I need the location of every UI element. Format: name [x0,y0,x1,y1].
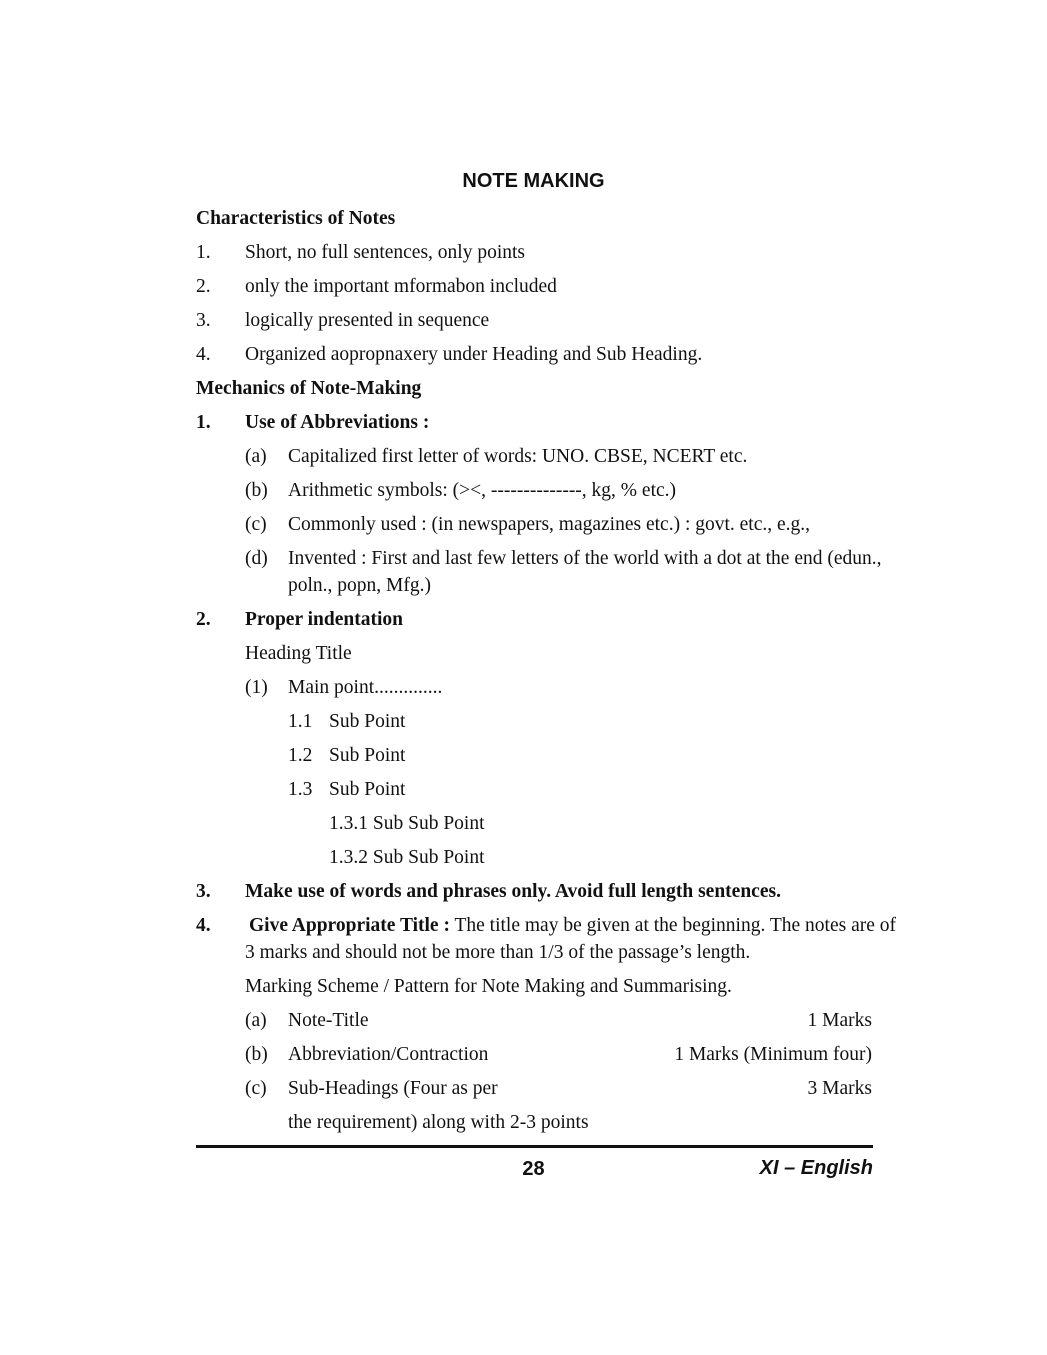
sub-point-number: 1.3 [288,779,313,800]
item-label: (a) [245,1010,267,1031]
section-title-words-phrases: Make use of words and phrases only. Avoid full length sentences. [245,881,781,902]
sub-point-number: 1.2 [288,745,313,766]
sub-point: Sub Point [329,711,406,732]
list-item: logically presented in sequence [245,310,490,331]
title-paragraph-text: The title may be given at the beginning. The notes are of [449,915,896,936]
item-label: (a) [245,446,267,467]
list-item: Organized aopropnaxery under Heading and Sub Heading. [245,344,703,365]
page-number: 28 [522,1158,545,1180]
marking-scheme-intro: Marking Scheme / Pattern for Note Making and Summarising. [245,976,732,997]
sub-point: Sub Point [329,779,406,800]
marking-item: Note-Title [288,1010,369,1031]
list-item: only the important mformabon included [245,276,557,297]
section-number: 1. [196,412,211,433]
item-label: (1) [245,677,268,698]
characteristics-heading: Characteristics of Notes [196,208,396,229]
item-label: (d) [245,548,268,569]
list-item: Capitalized first letter of words: UNO. CBSE, NCERT etc. [288,446,748,467]
list-item-number: 2. [196,276,211,297]
list-item-number: 4. [196,344,211,365]
list-item: Commonly used : (in newspapers, magazines etc.) : govt. etc., e.g., [288,514,811,535]
list-item-number: 1. [196,242,211,263]
marking-marks: 1 Marks [807,1010,872,1031]
sub-sub-point: 1.3.1 Sub Sub Point [329,813,485,834]
title-paragraph-line1 [249,915,896,937]
list-item: Invented : First and last few letters of the world with a dot at the end (edun., [288,548,882,569]
title-paragraph-line2: 3 marks and should not be more than 1/3 of the passage’s length. [245,942,751,963]
section-number: 2. [196,609,211,630]
section-number: 4. [196,915,211,936]
list-item: Arithmetic symbols: (><, --------------, kg, % etc.) [288,480,677,501]
sub-sub-point: 1.3.2 Sub Sub Point [329,847,485,868]
section-title-abbreviations: Use of Abbreviations : [245,412,430,433]
list-item: Short, no full sentences, only points [245,242,526,263]
sub-point-number: 1.1 [288,711,313,732]
list-item-number: 3. [196,310,211,331]
mechanics-heading: Mechanics of Note-Making [196,378,422,399]
marking-marks: 1 Marks (Minimum four) [674,1044,872,1065]
section-title-indentation: Proper indentation [245,609,403,630]
marking-item: Sub-Headings (Four as per [288,1078,498,1099]
marking-marks: 3 Marks [807,1078,872,1099]
main-point: Main point.............. [288,677,443,698]
item-label: (c) [245,1078,267,1099]
sub-point: Sub Point [329,745,406,766]
section-title-appropriate-title: Give Appropriate Title : [249,915,450,936]
item-label: (c) [245,514,267,535]
item-label: (b) [245,1044,268,1065]
page-title: NOTE MAKING [462,170,605,192]
list-item-continuation: poln., popn, Mfg.) [288,575,431,596]
footer-subject: XI – English [759,1157,873,1179]
item-label: (b) [245,480,268,501]
marking-item: Abbreviation/Contraction [288,1044,489,1065]
section-number: 3. [196,881,211,902]
marking-item-continuation: the requirement) along with 2-3 points [288,1112,589,1133]
footer-rule [196,1145,873,1148]
heading-title-example: Heading Title [245,643,352,664]
